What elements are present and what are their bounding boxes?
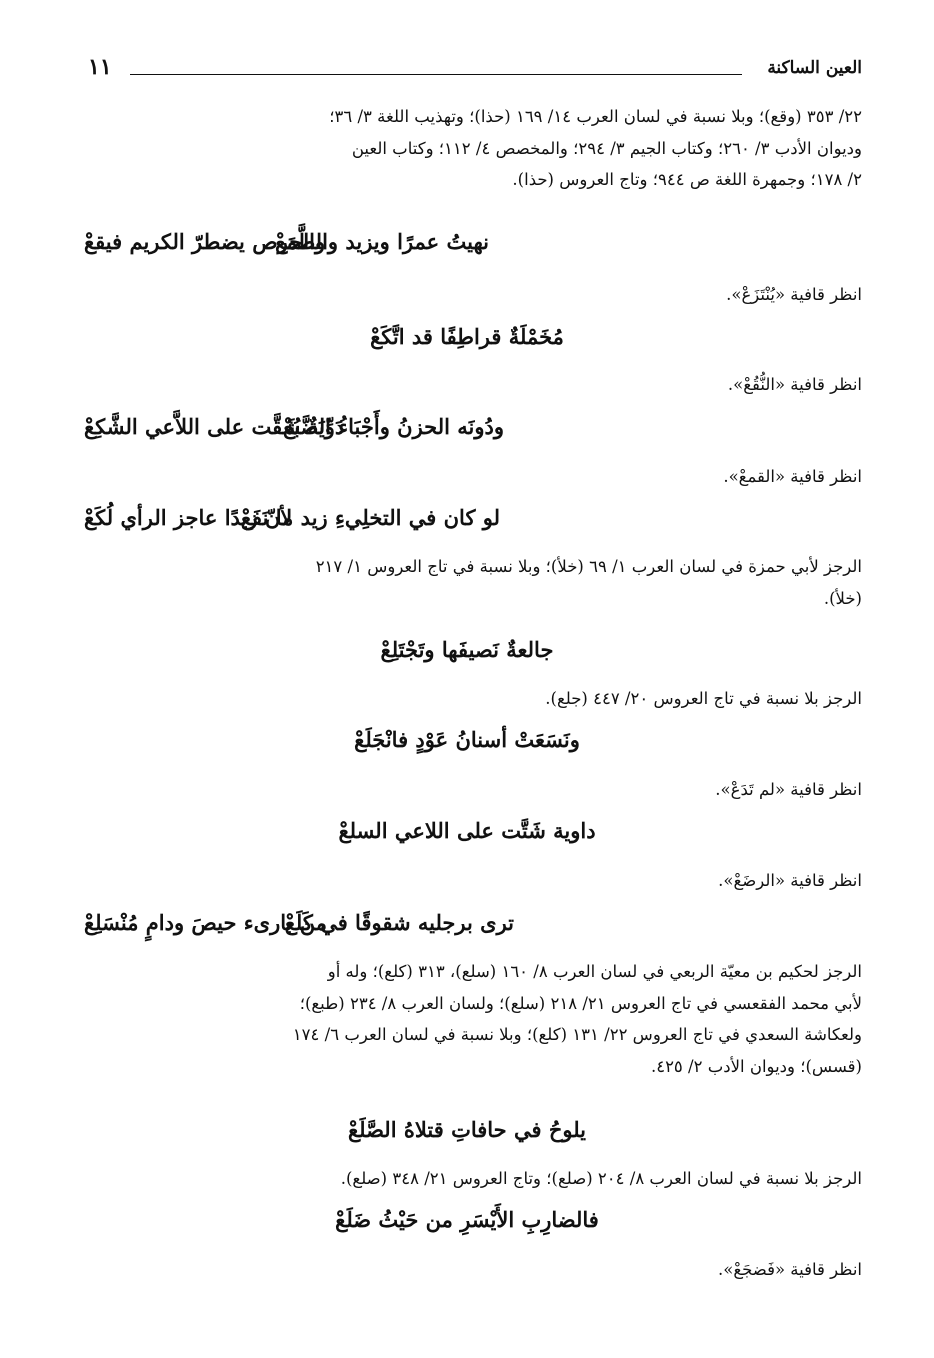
text-line: ولعكاشة السعدي في تاج العروس ٢٢/ ١٣١ (كلع)؛ وبلا نسبة في لسان العرب ٦/ ١٧٤ bbox=[292, 1025, 862, 1044]
cross-reference bbox=[726, 279, 862, 311]
text-line: انظر قافية «فَضجَعْ». bbox=[718, 1260, 862, 1279]
verse-single-hemistich: داوية شَتَّت على اللاعي السلعْ bbox=[338, 818, 596, 843]
verse-single-hemistich: فالضارِبِ الأَيْسَرِ من حَيْثُ ضَلَعْ bbox=[335, 1207, 599, 1232]
text-line: الرجز لحكيم بن معيّة الربعي في لسان العرب ٨/ ١٦٠ (سلع)، ٣١٣ (كلع)؛ وله أو bbox=[327, 962, 862, 981]
footnote-text bbox=[545, 683, 862, 715]
page-number: ١١ bbox=[88, 54, 112, 80]
cross-reference bbox=[728, 369, 862, 401]
cross-reference bbox=[715, 774, 862, 806]
text-line: انظر قافية «يُنْتَزَعْ». bbox=[726, 285, 862, 304]
footnote-text bbox=[86, 551, 862, 614]
text-line: لأبي محمد الفقعسي في تاج العروس ٢١/ ٢١٨ (سلع)؛ ولسان العرب ٨/ ٢٣٤ (طبع)؛ bbox=[299, 993, 862, 1013]
text-line: الرجز بلا نسبة في تاج العروس ٢٠/ ٤٤٧ (جلع). bbox=[545, 689, 862, 708]
verse-second-hemistich: والحرص يضطرّ الكريم فيقعْ bbox=[84, 229, 326, 254]
text-line: الرجز بلا نسبة في لسان العرب ٨/ ٢٠٤ (صلع)؛ وتاج العروس ٢١/ ٣٤٨ (صلع). bbox=[340, 1169, 862, 1188]
running-title: العين الساكنة bbox=[767, 58, 862, 78]
verse-first-hemistich: ترى برجليه شقوقًا في كَلَعْ bbox=[284, 910, 514, 935]
text-line: انظر قافية «النُّقُعْ». bbox=[727, 375, 862, 394]
cross-reference bbox=[718, 1254, 862, 1286]
text-line: انظر قافية «الرضَعْ». bbox=[718, 871, 862, 890]
verse-single-hemistich: جالعةٌ نَصيفَها وتَجْتَلِعْ bbox=[380, 637, 554, 662]
text-line: ٢/ ١٧٨؛ وجمهرة اللغة ص ٩٤٤؛ وتاج العروس (حذا). bbox=[512, 170, 862, 189]
header-rule bbox=[130, 74, 742, 75]
text-line: وديوان الأدب ٣/ ٢٦٠؛ وكتاب الجيم ٣/ ٢٩٤؛ والمخصص ٤/ ١١٢؛ وكتاب العين bbox=[351, 138, 862, 158]
footnote-text bbox=[86, 101, 862, 196]
text-line: الرجز لأبي حمزة في لسان العرب ١/ ٦٩ (خلأ)؛ وبلا نسبة في تاج العروس ١/ ٢١٧ bbox=[315, 557, 862, 576]
text-line: (قسس)؛ وديوان الأدب ٢/ ٤٢٥. bbox=[650, 1056, 862, 1076]
verse-single-hemistich: ونَسَعَتْ أسنانُ عَوْدٍ فانْجَلَعْ bbox=[354, 727, 580, 752]
verse-second-hemistich: من بارىء حيصَ ودامٍ مُنْسَلِعْ bbox=[84, 910, 327, 935]
footnote-text bbox=[86, 956, 862, 1082]
cross-reference bbox=[723, 461, 862, 493]
page-header bbox=[88, 52, 862, 92]
verse-first-hemistich: نهيتُ عمرًا ويزيد والطَّمَعْ bbox=[275, 229, 489, 254]
verse-first-hemistich: لو كان في التخلِيءِ زيد ما نَفَعْ bbox=[240, 505, 500, 530]
cross-reference bbox=[718, 865, 862, 897]
text-line: انظر قافية «القمعْ». bbox=[723, 467, 862, 486]
footnote-text bbox=[86, 1163, 862, 1195]
text-line: انظر قافية «لم تَدَعْ». bbox=[715, 780, 862, 799]
text-line: ٢٢/ ٣٥٣ (وقع)؛ وبلا نسبة في لسان العرب ١٤/ ١٦٩ (حذا)؛ وتهذيب اللغة ٣/ ٣٦؛ bbox=[329, 107, 862, 126]
verse-single-hemistich: مُخَمْلَةٌ قراطِفًا قد اتَّكَعْ bbox=[370, 324, 564, 349]
verse-first-hemistich: ودُونَه الحزنُ وأَجْبَاءُ الضَّبُعْ bbox=[283, 414, 504, 439]
verse-second-hemistich: دَوِّيَةٌ شَقَّت على اللاَّعي الشَّكِعْ bbox=[84, 414, 345, 439]
verse-single-hemistich: يلوحُ في حافاتِ قتلاهُ الصَّلَعْ bbox=[347, 1117, 587, 1142]
text-line: (خلأ). bbox=[823, 588, 862, 608]
verse-second-hemistich: لأنّ زيدًا عاجز الرأي لُكَعْ bbox=[84, 505, 293, 530]
